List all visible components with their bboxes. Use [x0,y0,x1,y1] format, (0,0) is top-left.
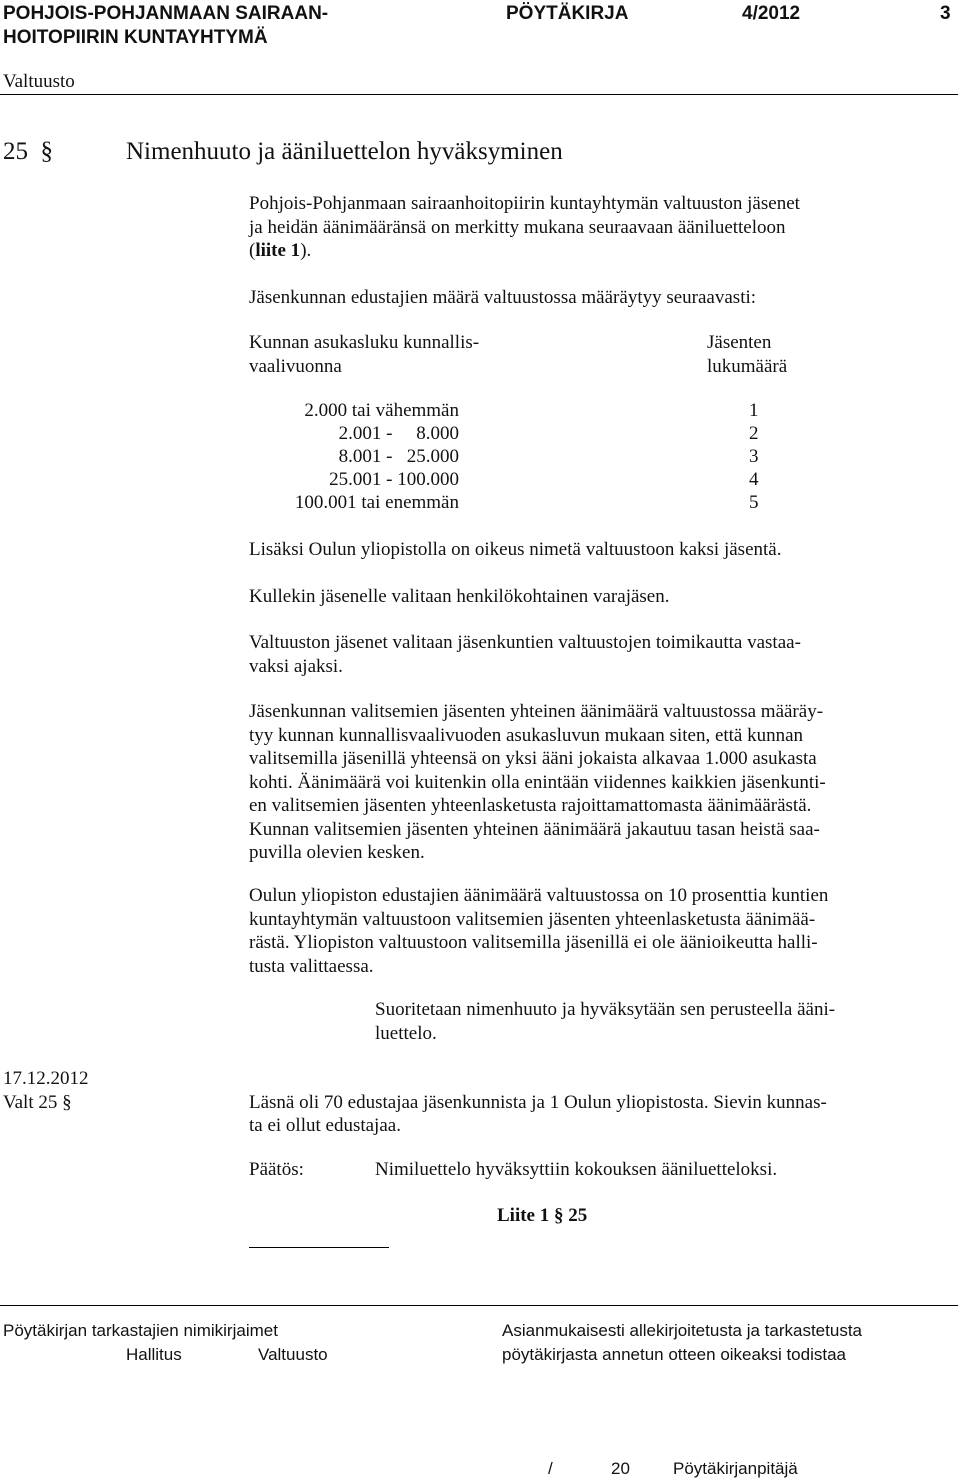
meeting-date: 17.12.2012 [3,1068,89,1089]
determination-text: Jäsenkunnan edustajien määrä valtuustossa määräytyy seuraavasti: [249,287,757,308]
paragraph-deputy: Kullekin jäsenelle valitaan henkilökohtainen varajäsen. [249,586,670,607]
meeting-ref-symbol: § [62,1091,72,1113]
table-col2-header-line1: Jäsenten [707,332,772,353]
table-cell-range: 100.001 tai enemmän [294,492,459,513]
header-divider [0,94,958,95]
paragraph-term-line2: vaksi ajaksi. [249,655,343,677]
page-number: 3 [940,3,951,24]
footer-certification-line1: Asianmukaisesti allekirjoitetusta ja tarkastetusta [502,1321,862,1340]
footer-date-slash: / [548,1459,553,1478]
attachment-reference: Liite 1 § 25 [497,1205,588,1226]
table-row [249,400,769,422]
signature-line [249,1247,389,1248]
intro-line1: Pohjois-Pohjanmaan sairaanhoitopiirin kuntayhtymän valtuuston jäsenet [249,193,800,214]
table-cell-count: 1 [749,400,759,421]
table-cell-range: 2.001 - 8.000 [338,423,459,444]
paragraph-votes-line2: tyy kunnan kunnallisvaalivuoden asukasluvun mukaan siten, että kunnan [249,724,804,746]
paragraph-votes-line5: en valitsemien jäsenten yhteenlasketusta rajoittamattomasta äänimäärästä. [249,795,812,816]
paragraph-votes-line4: kohti. Äänimäärä voi kuitenkin olla enintään viidennes kaikkien jäsenkunti- [249,771,826,793]
table-row [249,492,769,514]
section-title: Nimenhuuto ja ääniluettelon hyväksyminen [126,138,563,165]
table-cell-count: 4 [749,469,759,490]
attendance-line1: Läsnä oli 70 edustajaa jäsenkunnista ja 1 Oulun yliopistosta. Sievin kunnas- [249,1091,827,1113]
doc-number: 4/2012 [742,3,801,24]
paragraph-votes-line1: Jäsenkunnan valitsemien jäsenten yhteinen äänimäärä valtuustossa määräy- [249,701,824,722]
table-cell-count: 2 [749,423,759,444]
paragraph-university: Lisäksi Oulun yliopistolla on oikeus nimetä valtuustoon kaksi jäsentä. [249,539,782,560]
paragraph-university-votes-line3: rästä. Yliopiston valtuustoon valitsemilla jäsenillä ei ole äänioikeutta halli- [249,932,818,953]
table-col1-header-line1: Kunnan asukasluku kunnallis- [249,332,480,353]
intro-line2: ja heidän äänimääränsä on merkitty mukana seuraavaan ääniluetteloon [249,216,786,238]
body-name: Valtuusto [3,71,75,92]
decision-text: Nimiluettelo hyväksyttiin kokouksen ääniluetteloksi. [375,1159,778,1180]
table-row [249,469,769,491]
decision-label: Päätös: [249,1159,304,1180]
attachment-link[interactable]: liite 1 [255,240,301,261]
attendance-line2: ta ei ollut edustajaa. [249,1115,401,1136]
paragraph-votes-line7: puvilla olevien kesken. [249,842,425,863]
paragraph-term-line1: Valtuuston jäsenet valitaan jäsenkuntien valtuustojen toimikautta vastaa- [249,632,801,653]
table-col2-header-line2: lukumäärä [707,355,788,377]
attachment-symbol: § [554,1205,564,1226]
paragraph-votes-line6: Kunnan valitsemien jäsenten yhteinen äänimäärä jakautuu tasan heistä saa- [249,818,820,840]
org-name-line2: HOITOPIIRIN KUNTAYHTYMÄ [3,27,268,48]
paragraph-university-votes-line1: Oulun yliopiston edustajien äänimäärä valtuustossa on 10 prosenttia kuntien [249,885,829,906]
meeting-ref: Valt 25 § [3,1091,72,1113]
table-cell-range: 2.000 tai vähemmän [304,400,459,421]
footer-inspectors-title: Pöytäkirjan tarkastajien nimikirjaimet [3,1321,278,1340]
proposal-line1: Suoritetaan nimenhuuto ja hyväksytään sen perusteella ääni- [375,999,836,1020]
table-col1-header-line2: vaalivuonna [249,355,342,377]
section-symbol: § [40,138,53,165]
paragraph-votes-line3: valitsemilla jäsenillä yhteensä on yksi ääni jokaista alkavaa 1.000 asukasta [249,748,817,769]
paragraph-university-votes-line2: kuntayhtymän valtuustoon valitsemien jäsenten yhteenlasketusta äänimää- [249,908,816,930]
footer-col-hallitus: Hallitus [126,1345,182,1364]
table-cell-count: 3 [749,446,759,467]
table-cell-count: 5 [749,492,759,513]
org-name-line1: POHJOIS-POHJANMAAN SAIRAAN- [3,3,329,24]
doc-type: PÖYTÄKIRJA [506,3,629,24]
intro-line3: (liite 1). [249,240,312,261]
table-row [249,446,769,468]
table-row [249,423,769,445]
footer-signer: Pöytäkirjanpitäjä [673,1459,798,1478]
section-number: 25 § [3,138,53,165]
footer-certification-line2: pöytäkirjasta annetun otteen oikeaksi todistaa [502,1345,847,1364]
footer-divider [0,1305,958,1306]
table-cell-range: 8.001 - 25.000 [338,446,459,467]
paragraph-university-votes-line4: tusta valittaessa. [249,955,374,977]
table-cell-range: 25.001 - 100.000 [329,469,459,490]
footer-year: 20 [611,1459,630,1478]
footer-col-valtuusto: Valtuusto [258,1345,328,1364]
proposal-line2: luettelo. [375,1022,437,1044]
